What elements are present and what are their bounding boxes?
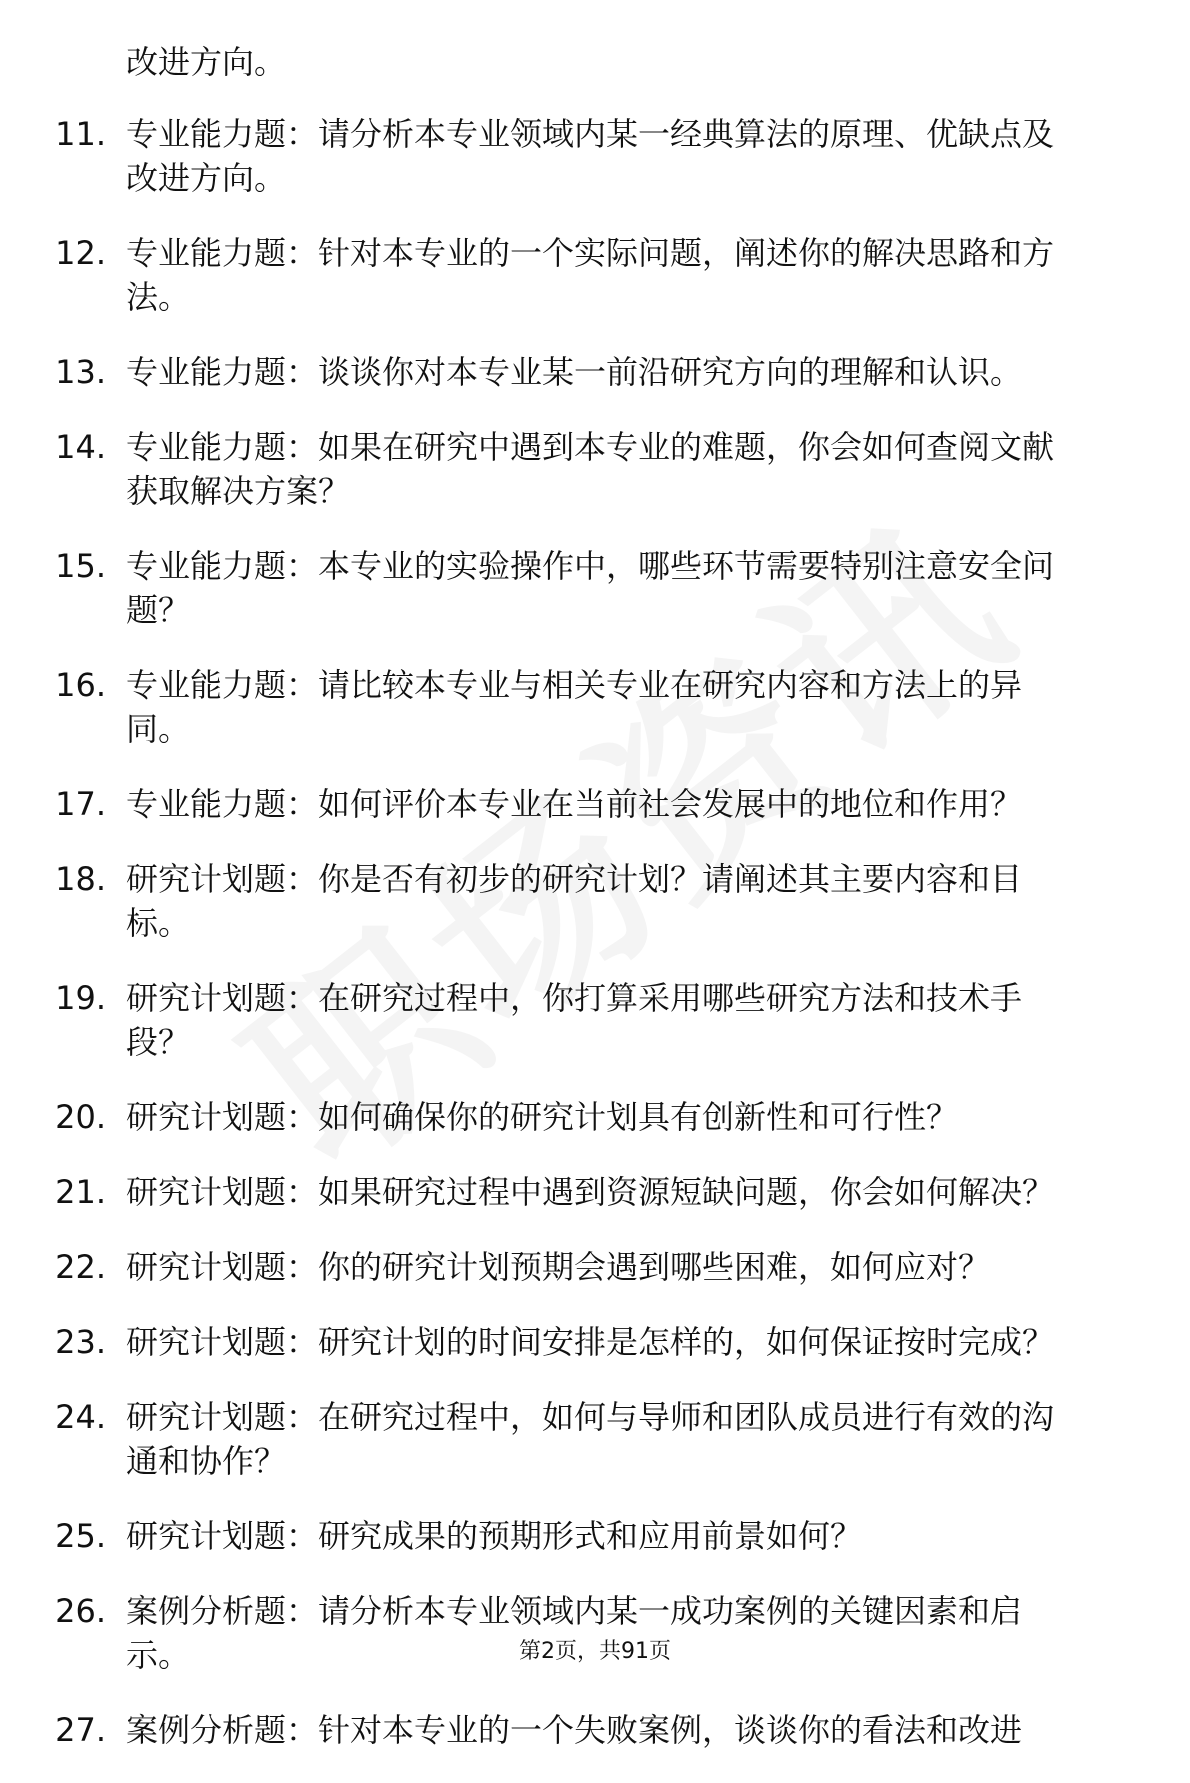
list-item-content	[126, 1245, 1081, 1289]
items-container	[0, 112, 1190, 1752]
list-item	[0, 1514, 1190, 1558]
list-item-number: 23.	[55, 1323, 106, 1361]
list-item-content	[126, 857, 1081, 945]
list-item-content	[126, 1395, 1081, 1483]
list-item-content	[126, 350, 1081, 394]
list-item-content	[126, 782, 1081, 826]
question-text: 在研究过程中，如何与导师和团队成员进行有效的沟通和协作？	[126, 1398, 1055, 1480]
list-item-number: 24.	[55, 1398, 106, 1436]
list-item	[0, 663, 1190, 751]
question-text: 如何确保你的研究计划具有创新性和可行性？	[318, 1098, 959, 1136]
list-item	[0, 1395, 1190, 1483]
question-category-label: 专业能力题：	[126, 353, 319, 391]
list-item	[0, 857, 1190, 945]
question-category-label: 研究计划题：	[126, 1517, 319, 1555]
question-text: 请分析本专业领域内某一成功案例的关键因素和启示。	[126, 1592, 1023, 1674]
question-text: 你是否有初步的研究计划？请阐述其主要内容和目标。	[126, 860, 1023, 942]
page-footer: 第2页，共91页	[519, 1639, 671, 1664]
question-list	[0, 40, 1190, 1783]
question-text: 谈谈你对本专业某一前沿研究方向的理解和认识。	[318, 353, 1023, 391]
list-item	[0, 1245, 1190, 1289]
question-category-label: 研究计划题：	[126, 979, 319, 1017]
question-text: 研究成果的预期形式和应用前景如何？	[318, 1517, 863, 1555]
list-item	[0, 350, 1190, 394]
question-category-label: 案例分析题：	[126, 1592, 319, 1630]
list-item-number: 17.	[55, 785, 106, 823]
list-item-number: 11.	[55, 115, 106, 153]
question-text: 本专业的实验操作中，哪些环节需要特别注意安全问题？	[126, 547, 1055, 629]
list-item-text: 改进方向。	[126, 43, 287, 81]
list-item-content	[126, 231, 1081, 319]
question-category-label: 研究计划题：	[126, 1173, 319, 1211]
question-category-label: 专业能力题：	[126, 115, 319, 153]
list-item-number: 22.	[55, 1248, 106, 1286]
list-item-number: 27.	[55, 1711, 106, 1749]
question-category-label: 研究计划题：	[126, 860, 319, 898]
list-item-content	[126, 1514, 1081, 1558]
question-category-label: 专业能力题：	[126, 547, 319, 585]
question-category-label: 专业能力题：	[126, 428, 319, 466]
list-item-content	[126, 1170, 1081, 1214]
list-item	[0, 782, 1190, 826]
list-item-content	[126, 663, 1081, 751]
list-item	[0, 1320, 1190, 1364]
question-text: 请比较本专业与相关专业在研究内容和方法上的异同。	[126, 666, 1023, 748]
question-category-label: 专业能力题：	[126, 234, 319, 272]
list-item-content	[126, 112, 1081, 200]
question-category-label: 研究计划题：	[126, 1098, 319, 1136]
list-item-continuation	[0, 40, 1190, 84]
list-item	[0, 976, 1190, 1064]
list-item-number: 25.	[55, 1517, 106, 1555]
list-item-content	[126, 425, 1081, 513]
list-item	[0, 425, 1190, 513]
list-item-number: 14.	[55, 428, 106, 466]
question-text: 如果研究过程中遇到资源短缺问题，你会如何解决？	[318, 1173, 1055, 1211]
list-item	[0, 544, 1190, 632]
question-text: 针对本专业的一个失败案例，谈谈你的看法和改进	[318, 1711, 1023, 1749]
question-text: 针对本专业的一个实际问题，阐述你的解决思路和方法。	[126, 234, 1055, 316]
list-item-number: 13.	[55, 353, 106, 391]
list-item-content	[126, 1095, 1081, 1139]
question-text: 你的研究计划预期会遇到哪些困难，如何应对？	[318, 1248, 991, 1286]
question-category-label: 研究计划题：	[126, 1323, 319, 1361]
list-item	[0, 112, 1190, 200]
list-item	[0, 231, 1190, 319]
list-item	[0, 1095, 1190, 1139]
question-text: 研究计划的时间安排是怎样的，如何保证按时完成？	[318, 1323, 1055, 1361]
list-item-number: 18.	[55, 860, 106, 898]
list-item-content	[126, 976, 1081, 1064]
question-category-label: 专业能力题：	[126, 785, 319, 823]
list-item-number: 15.	[55, 547, 106, 585]
list-item-number: 12.	[55, 234, 106, 272]
list-item-content	[126, 1708, 1081, 1752]
list-item	[0, 1708, 1190, 1752]
question-text: 在研究过程中，你打算采用哪些研究方法和技术手段？	[126, 979, 1023, 1061]
list-item-number: 19.	[55, 979, 106, 1017]
question-category-label: 研究计划题：	[126, 1248, 319, 1286]
list-item-content	[126, 1320, 1081, 1364]
question-text: 如果在研究中遇到本专业的难题，你会如何查阅文献获取解决方案？	[126, 428, 1055, 510]
list-item-number: 21.	[55, 1173, 106, 1211]
list-item-number: 26.	[55, 1592, 106, 1630]
question-category-label: 专业能力题：	[126, 666, 319, 704]
list-item	[0, 1170, 1190, 1214]
question-category-label: 研究计划题：	[126, 1398, 319, 1436]
question-text: 请分析本专业领域内某一经典算法的原理、优缺点及改进方向。	[126, 115, 1055, 197]
list-item-content	[126, 544, 1081, 632]
list-item-number: 20.	[55, 1098, 106, 1136]
list-item-number: 16.	[55, 666, 106, 704]
question-text: 如何评价本专业在当前社会发展中的地位和作用？	[318, 785, 1023, 823]
question-category-label: 案例分析题：	[126, 1711, 319, 1749]
